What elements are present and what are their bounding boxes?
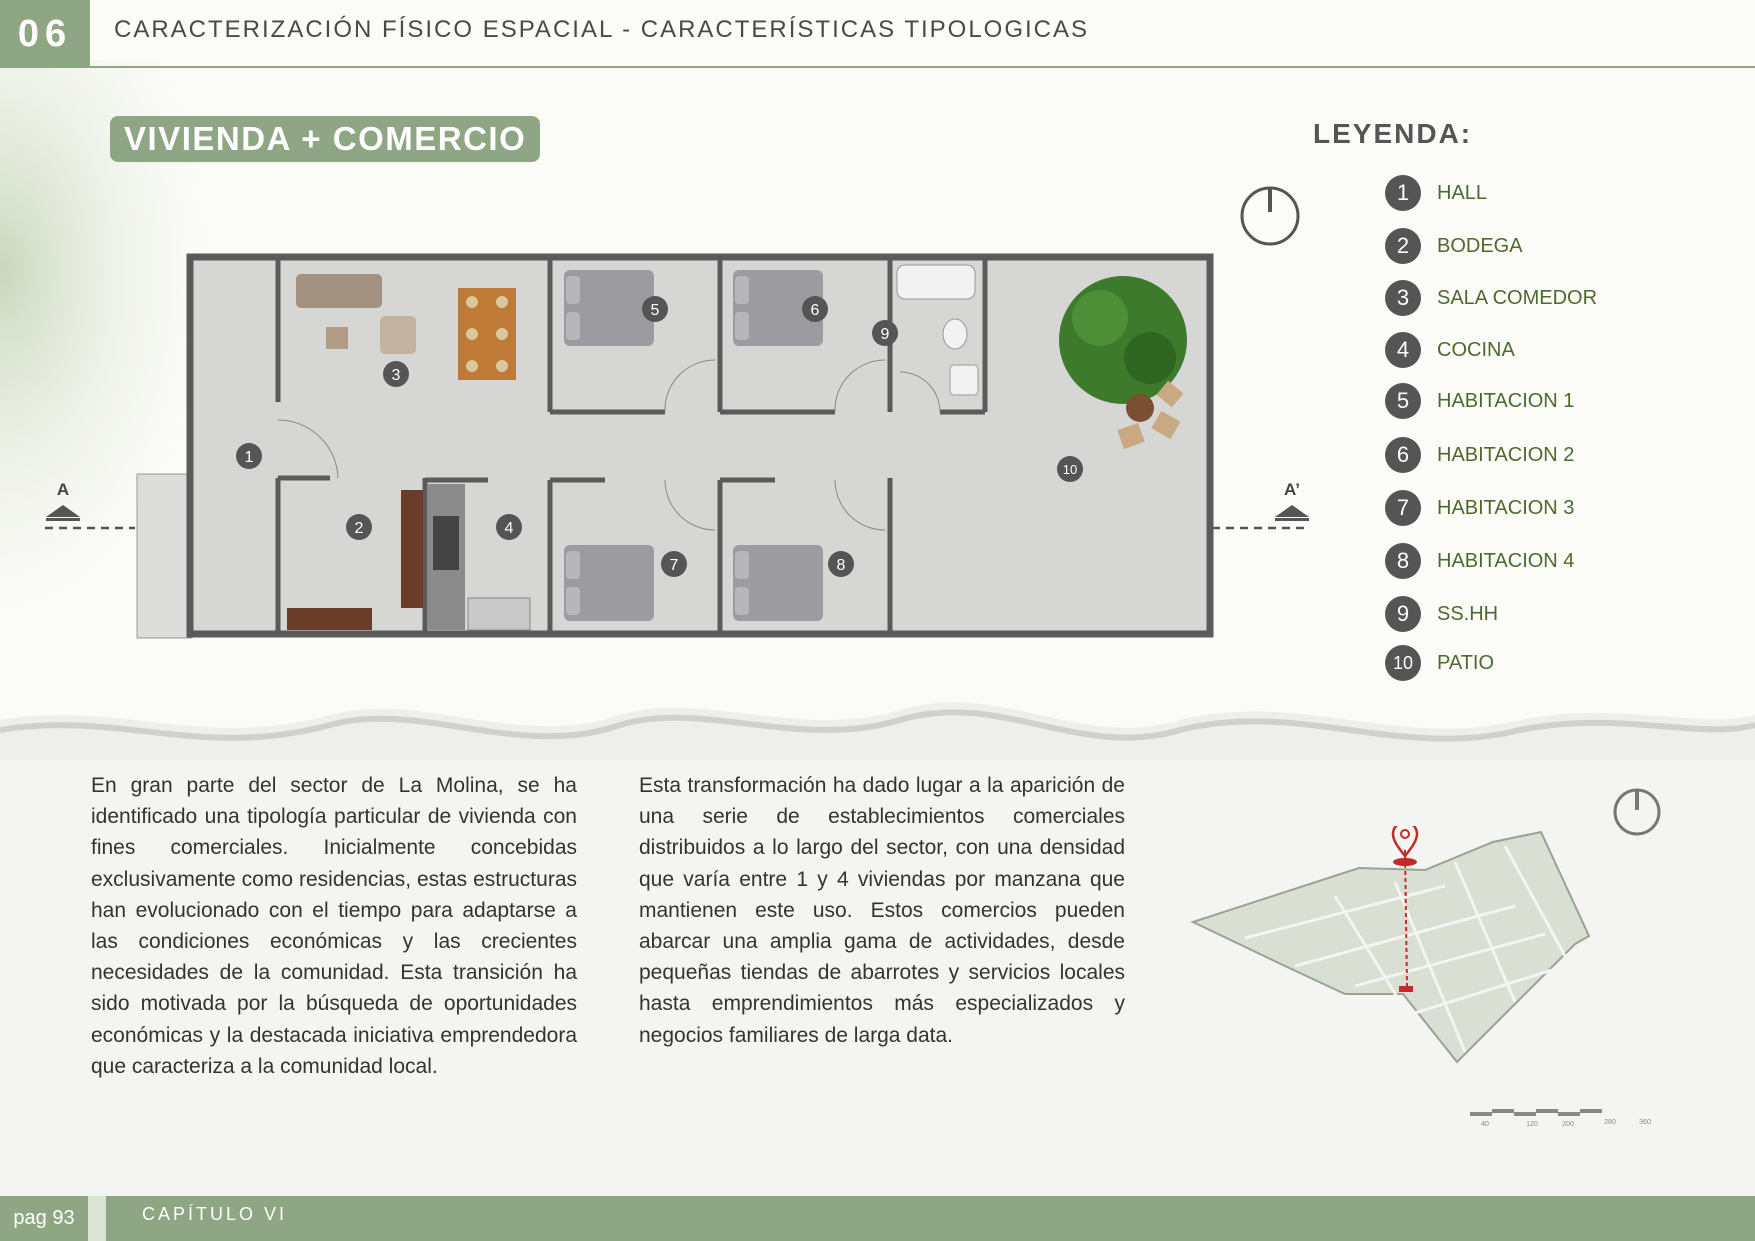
- svg-text:280: 280: [1604, 1119, 1616, 1126]
- footer-divider: [88, 1196, 106, 1241]
- location-map: [1185, 826, 1665, 1126]
- ottoman: [326, 327, 348, 349]
- legend-label: BODEGA: [1437, 234, 1523, 257]
- section-arrow-left: [46, 505, 80, 517]
- legend-item: [1385, 383, 1574, 419]
- legend-label: HABITACION 2: [1437, 443, 1575, 466]
- legend-number: 5: [1385, 383, 1421, 419]
- legend-label: HABITACION 4: [1437, 549, 1575, 572]
- legend-number: 8: [1385, 543, 1421, 579]
- stove: [433, 516, 459, 570]
- toilet: [943, 319, 967, 349]
- legend-item: [1385, 437, 1574, 473]
- svg-text:9: 9: [880, 326, 890, 343]
- entrance: [137, 474, 192, 638]
- svg-text:3: 3: [391, 367, 401, 384]
- legend-label: HABITACION 3: [1437, 496, 1575, 519]
- floor: [190, 257, 1210, 634]
- legend-label: HALL: [1437, 181, 1488, 204]
- legend-number: 9: [1385, 596, 1421, 632]
- legend-number: 7: [1385, 490, 1421, 526]
- svg-text:1: 1: [244, 449, 254, 466]
- sofa: [296, 274, 382, 308]
- legend-item: [1385, 280, 1597, 316]
- svg-text:2: 2: [354, 520, 364, 537]
- svg-text:4: 4: [504, 520, 514, 537]
- legend-item: [1385, 543, 1574, 579]
- scale-bar: [1470, 1109, 1602, 1116]
- section-label-left: A: [56, 480, 70, 499]
- legend-number: 6: [1385, 437, 1421, 473]
- legend-number: 10: [1385, 645, 1421, 681]
- svg-text:10: 10: [1062, 462, 1078, 477]
- svg-text:5: 5: [650, 302, 660, 319]
- legend-label: COCINA: [1437, 338, 1515, 361]
- location-highlight: [1399, 986, 1413, 992]
- room-marker-6: [802, 296, 828, 322]
- section-arrow-right: [1275, 505, 1309, 517]
- legend-item: [1385, 175, 1487, 211]
- room-marker-9: [872, 320, 898, 346]
- section-title: VIVIENDA + COMERCIO: [110, 116, 540, 162]
- room-marker-2: [346, 514, 372, 540]
- north-arrow-icon: [1238, 184, 1302, 248]
- room-marker-1: [236, 443, 262, 469]
- bathtub: [897, 265, 975, 299]
- legend-label: SS.HH: [1437, 602, 1499, 625]
- patio-table: [1126, 394, 1154, 422]
- legend-item: [1385, 490, 1574, 526]
- legend-number: 2: [1385, 228, 1421, 264]
- page-title: CARACTERIZACIÓN FÍSICO ESPACIAL - CARACTERÍSTICAS TIPOLOGICAS: [114, 16, 1090, 43]
- legend-number: 4: [1385, 332, 1421, 368]
- room-marker-4: [496, 514, 522, 540]
- svg-text:7: 7: [669, 557, 679, 574]
- page-number: pag 93: [0, 1196, 88, 1241]
- legend-title: LEYENDA:: [1313, 118, 1473, 149]
- svg-text:360: 360: [1639, 1119, 1651, 1126]
- room-marker-3: [383, 361, 409, 387]
- legend-label: HABITACION 1: [1437, 389, 1575, 412]
- counter: [287, 608, 372, 630]
- svg-text:6: 6: [810, 302, 820, 319]
- svg-text:40: 40: [1481, 1121, 1489, 1126]
- body-text-right: Esta transformación ha dado lugar a la aparición de una serie de establecimientos comerciales distribuidos a lo largo del sector, con una densidad que varía entre 1 y 4 viviendas por manzana que mantienen este uso. Estos comercios pueden abarcar una amplia gama de actividades, desde pequeñas tiendas de abarrotes y servicios locales hasta emprendimientos más especializados y negocios familiares de larga data.: [639, 774, 1125, 1047]
- legend-item: [1385, 596, 1498, 632]
- legend-label: SALA COMEDOR: [1437, 286, 1598, 309]
- legend-number: 1: [1385, 175, 1421, 211]
- legend-item: [1385, 645, 1494, 681]
- room-marker-10: [1057, 456, 1083, 482]
- room-marker-5: [642, 296, 668, 322]
- sink: [950, 365, 978, 395]
- room-marker-8: [828, 551, 854, 577]
- shelf: [401, 490, 423, 608]
- sector-outline: [1193, 832, 1589, 1062]
- legend-item: [1385, 332, 1515, 368]
- svg-text:120: 120: [1526, 1121, 1538, 1126]
- section-label-right: A’: [1283, 480, 1301, 499]
- svg-text:8: 8: [836, 557, 846, 574]
- legend-number: 3: [1385, 280, 1421, 316]
- kitchen-sink: [468, 598, 530, 630]
- legend-item: [1385, 228, 1523, 264]
- chapter-number: 06: [0, 0, 90, 68]
- body-text-left: En gran parte del sector de La Molina, se ha identificado una tipología particular de vivienda con fines comerciales. Inicialmente concebidas exclusivamente como residencias, estas estructuras han evolucionado con el tiempo para adaptarse a las condiciones económicas y las crecientes necesidades de la comunidad. Esta transición ha sido motivada por la búsqueda de oportunidades económicas y la destacada iniciativa emprendedora que caracteriza a la comunidad local.: [91, 774, 577, 1078]
- legend-label: PATIO: [1437, 651, 1495, 674]
- armchair: [380, 316, 416, 354]
- svg-text:200: 200: [1562, 1121, 1574, 1126]
- chapter-label: CAPÍTULO VI: [142, 1204, 288, 1224]
- room-marker-7: [661, 551, 687, 577]
